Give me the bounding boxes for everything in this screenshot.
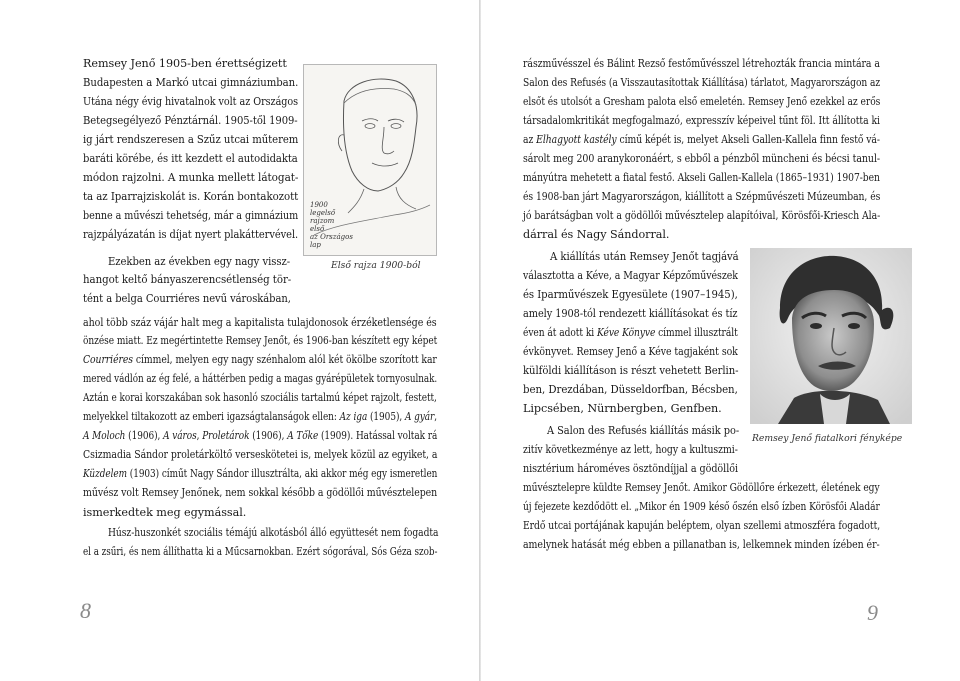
right-text-line: jó barátságban volt a gödöllői művésztelep alapítóival, Körösfői-Kriesch Ala- xyxy=(523,209,881,222)
page-number-right: 9 xyxy=(867,600,878,625)
sketch-note-5: lap xyxy=(310,241,321,249)
right-text-line: rászművésszel és Bálint Rezső festőművésszel létrehozták francia mintára a xyxy=(523,57,880,70)
left-text-line: benne a művészi tehetség, már a gimnázium xyxy=(83,209,299,222)
right-text-line: nisztérium hároméves ösztöndíjjal a gödöllői xyxy=(523,462,738,475)
right-text-line: éven át adott ki Kéve Könyve címmel illusztrált xyxy=(523,326,738,339)
left-text-line: Courriéres címmel, melyen egy nagy szénhalom alól két ökölbe szorított kar xyxy=(83,353,437,366)
right-text-line: amelynek hatását még ebben a pillanatban is, lelkemnek minden ízében ér- xyxy=(523,538,880,551)
sketch-caption: Első rajza 1900-ból xyxy=(331,260,421,271)
left-text-line: Küzdelem (1903) címűt Nagy Sándor illusztrálta, aki akkor még egy ismeretlen xyxy=(83,467,438,480)
right-text-line: A Salon des Refusés kiállítás másik po- xyxy=(547,424,740,437)
left-text-line: módon rajzolni. A munka mellett látogat- xyxy=(83,171,299,184)
left-text-line: baráti körébe, és itt kezdett el autodidakta xyxy=(83,152,298,165)
left-text-line: Remsey Jenő 1905-ben érettségizett xyxy=(83,57,287,70)
right-text-line: dárral és Nagy Sándorral. xyxy=(523,228,670,241)
left-text-line: Aztán e korai korszakában sok hasonló szociális tartalmú képet rajzolt, festett, xyxy=(83,391,437,404)
early-drawing-sketch xyxy=(303,64,437,256)
sketch-note-4: az Országos xyxy=(310,233,353,241)
left-text-line: Budapesten a Markó utcai gimnáziumban. xyxy=(83,76,299,89)
left-text-line: ismerkedtek meg egymással. xyxy=(83,506,247,519)
left-text-line: művész volt Remsey Jenőnek, nem sokkal később a gödöllői művésztelepen xyxy=(83,486,438,499)
right-text-line: választotta a Kéve, a Magyar Képzőművészek xyxy=(523,269,738,282)
right-text-line: ben, Drezdában, Düsseldorfban, Bécsben, xyxy=(523,383,738,396)
left-text-line: Csizmadia Sándor proletárköltő verseskötetei is, melyek közül az egyiket, a xyxy=(83,448,438,461)
right-text-line: Salon des Refusés (a Visszautasítottak Kiállítása) tárlatot, Magyarországon az xyxy=(523,76,881,89)
sketch-note-year: 1900 xyxy=(310,201,328,209)
sketch-note-1: legelső xyxy=(310,209,336,217)
right-text-line: új fejezete kezdődött el. „Mikor én 1909 késő őszén első ízben Körösfői Aladár xyxy=(523,500,880,513)
right-text-line: és 1908-ban járt Magyarországon, kiállított a Szépművészeti Múzeumban, és xyxy=(523,190,881,203)
left-page xyxy=(0,0,479,681)
sketch-note-3: első xyxy=(310,225,325,233)
left-text-line: ta az Iparrajziskolát is. Korán bontakozott xyxy=(83,190,299,203)
right-text-line: elsőt és utolsót a Gresham palota első emeletén. Remsey Jenő ezekkel az erős xyxy=(523,95,881,108)
left-text-line: Húsz-huszonkét szociális témájú alkotásból álló együttesét nem fogadta xyxy=(108,526,439,539)
right-text-line: mányútra mehetett a fiatal festő. Akseli Gallen-Kallela (1865–1931) 1907-ben xyxy=(523,171,880,184)
left-text-line: Betegsegélyező Pénztárnál. 1905-től 1909- xyxy=(83,114,298,127)
right-text-line: társadalomkritikát megfogalmazó, expresszív képeivel tűnt föl. Itt állította ki xyxy=(523,114,880,127)
portrait-photo-icon xyxy=(750,248,912,424)
right-text-line: művésztelepre küldte Remsey Jenőt. Amikor Gödöllőre érkezett, életének egy xyxy=(523,481,880,494)
right-text-line: az Elhagyott kastély című képét is, melyet Akseli Gallen-Kallela finn festő vá- xyxy=(523,133,880,146)
right-text-line: évkönyvet. Remsey Jenő a Kéve tagjaként sok xyxy=(523,345,738,358)
left-text-line: önzése miatt. Ez megértintette Remsey Jenőt, és 1906-ban készített egy képet xyxy=(83,334,438,347)
left-text-line: rajzpályázatán is díjat nyert plakáttervével. xyxy=(83,228,299,241)
right-text-line: zitív következménye az lett, hogy a kultuszmi- xyxy=(523,443,738,456)
page-number-left: 8 xyxy=(80,598,91,623)
left-text-line: hangot keltő bányaszerencsétlenség tör- xyxy=(83,273,292,286)
left-text-line: Utána négy évig hivatalnok volt az Országos xyxy=(83,95,299,108)
left-text-line: ahol több száz vájár halt meg a kapitalista tulajdonosok érzéketlensége és xyxy=(83,316,437,329)
left-text-line: ig járt rendszeresen a Szűz utcai műterem xyxy=(83,133,299,146)
right-text-line: Erdő utcai portájának kapuján beléptem, olyan szellemi atmoszféra fogadott, xyxy=(523,519,881,532)
left-text-line: mered vádlón az ég felé, a háttérben pedig a magas gyárépületek tornyosulnak. xyxy=(83,372,438,385)
right-text-line: sárolt meg 200 aranykoronáért, s ebből a pénzből müncheni és bécsi tanul- xyxy=(523,152,881,165)
left-text-line: el a zsűri, és nem állíthatta ki a Műcsarnokban. Ezért sógorával, Sós Géza szob- xyxy=(83,545,438,558)
photo-caption: Remsey Jenő fiatalkori fényképe xyxy=(752,433,903,444)
right-page xyxy=(481,0,960,681)
right-text-line: külföldi kiállításon is részt vehetett Berlin- xyxy=(523,364,739,377)
left-text-line: Ezekben az években egy nagy vissz- xyxy=(108,255,291,268)
left-text-line: melyekkel tiltakozott az emberi igazságtalanságok ellen: Az iga (1905), A gyár, xyxy=(83,410,438,423)
left-text-line: A Moloch (1906), A város, Proletárok (1906), A Tőke (1909). Hatással voltak rá xyxy=(83,429,438,442)
right-text-line: Lipcsében, Nürnbergben, Genfben. xyxy=(523,402,722,415)
sketch-note-2: rajzom xyxy=(310,217,335,225)
portrait-photo xyxy=(750,248,912,424)
right-text-line: A kiállítás után Remsey Jenőt tagjává xyxy=(550,250,739,263)
right-text-line: amely 1908-tól rendezett kiállításokat és tíz xyxy=(523,307,738,320)
right-text-line: és Iparművészek Egyesülete (1907–1945), xyxy=(523,288,738,301)
left-text-line: tént a belga Courriéres nevű városkában, xyxy=(83,292,291,305)
